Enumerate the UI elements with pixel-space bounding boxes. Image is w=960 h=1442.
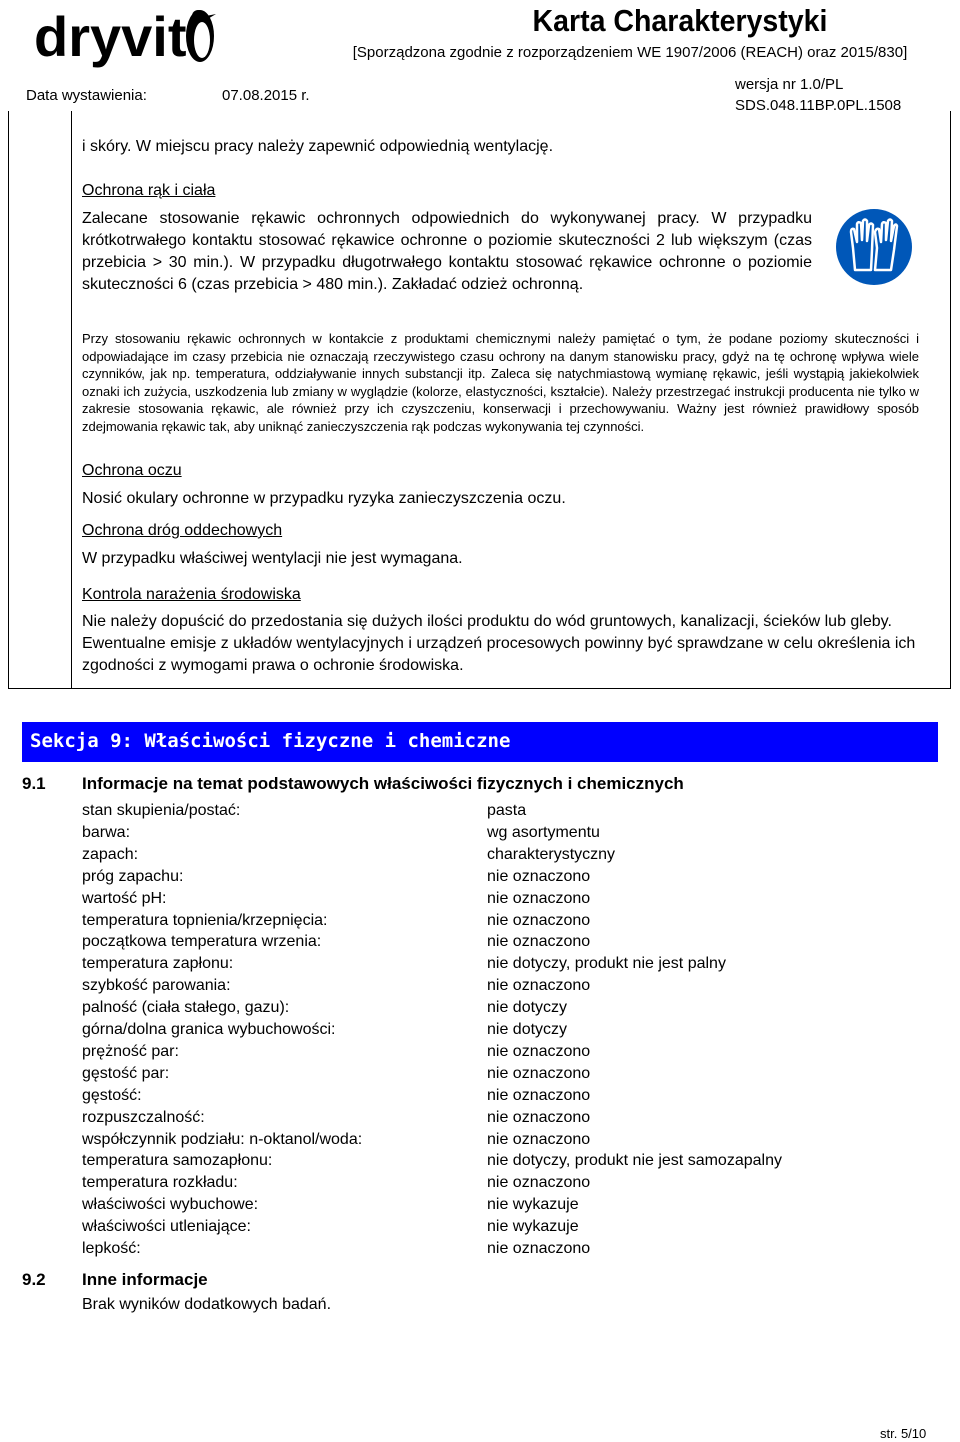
subsection-9-1-number: 9.1 bbox=[22, 774, 46, 793]
property-value: nie oznaczono bbox=[487, 911, 591, 929]
property-label: właściwości wybuchowe: bbox=[82, 1196, 259, 1214]
dryvit-logo bbox=[34, 4, 224, 74]
property-label: prężność par: bbox=[82, 1042, 179, 1060]
environment-heading: Kontrola narażenia środowiska bbox=[82, 586, 301, 603]
property-label: temperatura topnienia/krzepnięcia: bbox=[82, 911, 328, 929]
document-code: SDS.048.11BP.0PL.1508 bbox=[735, 97, 902, 114]
property-label: lepkość: bbox=[82, 1240, 141, 1257]
property-label: temperatura rozkładu: bbox=[82, 1174, 238, 1192]
protective-gloves-icon bbox=[835, 204, 913, 290]
document-subtitle: [Sporządzona zgodnie z rozporządzeniem WE 1907/2006 (REACH) oraz 2015/830] bbox=[352, 44, 908, 61]
frame-inner-line bbox=[71, 111, 72, 689]
version-block bbox=[735, 74, 901, 116]
respiratory-heading: Ochrona dróg oddechowych bbox=[82, 522, 283, 539]
issue-date-label: Data wystawienia: bbox=[26, 87, 147, 104]
property-label: gęstość: bbox=[82, 1086, 142, 1104]
property-label: właściwości utleniające: bbox=[82, 1218, 251, 1236]
issue-date: 07.08.2015 r. bbox=[222, 87, 310, 104]
property-label: wartość pH: bbox=[82, 889, 167, 907]
penguin-mark bbox=[186, 10, 216, 62]
property-label: temperatura samozapłonu: bbox=[82, 1152, 273, 1170]
subsection-9-2-number: 9.2 bbox=[22, 1270, 46, 1289]
property-value: nie oznaczono bbox=[487, 1064, 591, 1082]
property-value: nie oznaczono bbox=[487, 1174, 591, 1192]
gloves-note: Przy stosowaniu rękawic ochronnych w kontakcie z produktami chemicznymi należy pamiętać o tym, że podane poziomy skuteczności i odpowiadające im czasy przebicia nie oznaczają rzeczywistego czasu ochrony na danym stanowisku pracy, gdyż na tę ochronę wpływa wiele czynników, jak np. temperatura, oddziaływanie innych substancji itp. Zaleca się natychmiastową wymianę rękawic, jeśli wystąpią jakiekolwiek oznaki ich zużycia, uszkodzenia lub zmiany w wyglądzie (kolorze, elastyczności, kształcie). Należy przestrzegać instrukcji producenta nie tylko w zakresie stosowania rękawic, ale również przy ich czyszczeniu, konserwacji i przechowywaniu. Ważny jest również prawidłowy sposób zdejmowania rękawic tak, aby uniknąć zanieczyszczenia rąk podczas wykonywania tej czynności. bbox=[82, 331, 919, 434]
property-label: temperatura zapłonu: bbox=[82, 955, 234, 973]
property-value: nie wykazuje bbox=[487, 1196, 579, 1214]
property-label: zapach: bbox=[82, 845, 139, 863]
property-label: współczynnik podziału: n-oktanol/woda: bbox=[82, 1130, 363, 1148]
property-label: początkowa temperatura wrzenia: bbox=[82, 933, 322, 951]
property-label: górna/dolna granica wybuchowości: bbox=[82, 1021, 336, 1038]
property-value: nie oznaczono bbox=[487, 889, 591, 907]
property-label: gęstość par: bbox=[82, 1064, 170, 1082]
property-value: nie oznaczono bbox=[487, 867, 591, 885]
property-value: nie oznaczono bbox=[487, 1086, 591, 1104]
continued-text: i skóry. W miejscu pracy należy zapewnić odpowiednią wentylację. bbox=[82, 138, 554, 155]
subsection-9-2-title: Inne informacje bbox=[82, 1270, 208, 1289]
document-title: Karta Charakterystyki bbox=[532, 3, 828, 38]
property-value: pasta bbox=[487, 802, 527, 819]
property-value: nie oznaczono bbox=[487, 977, 591, 995]
version-number: wersja nr 1.0/PL bbox=[735, 76, 844, 93]
property-label: próg zapachu: bbox=[82, 867, 184, 885]
property-value: nie oznaczono bbox=[487, 1130, 591, 1148]
logo-wordmark: dryvit bbox=[34, 5, 187, 68]
property-label: barwa: bbox=[82, 823, 131, 841]
property-value: wg asortymentu bbox=[487, 823, 600, 841]
property-value: nie oznaczono bbox=[487, 1240, 591, 1257]
property-value: nie dotyczy, produkt nie jest samozapalny bbox=[487, 1152, 782, 1170]
property-value: nie oznaczono bbox=[487, 1042, 591, 1060]
page-number: str. 5/10 bbox=[880, 1426, 927, 1441]
property-label: palność (ciała stałego, gazu): bbox=[82, 999, 290, 1017]
property-value: nie oznaczono bbox=[487, 1108, 591, 1126]
property-value: nie dotyczy bbox=[487, 999, 568, 1017]
property-value: nie wykazuje bbox=[487, 1218, 579, 1236]
respiratory-text: W przypadku właściwej wentylacji nie jest wymagana. bbox=[82, 550, 463, 567]
hands-heading: Ochrona rąk i ciała bbox=[82, 182, 216, 199]
eyes-text: Nosić okulary ochronne w przypadku ryzyka zanieczyszczenia oczu. bbox=[82, 490, 566, 507]
eyes-heading: Ochrona oczu bbox=[82, 462, 182, 479]
property-label: stan skupienia/postać: bbox=[82, 802, 241, 819]
property-value: nie dotyczy, produkt nie jest palny bbox=[487, 955, 726, 973]
property-value: nie oznaczono bbox=[487, 933, 591, 951]
property-label: szybkość parowania: bbox=[82, 977, 231, 995]
section-9-title: Sekcja 9: Właściwości fizyczne i chemiczne bbox=[30, 730, 511, 752]
property-value: charakterystyczny bbox=[487, 845, 616, 863]
subsection-9-2-text: Brak wyników dodatkowych badań. bbox=[82, 1296, 332, 1313]
hands-text: Zalecane stosowanie rękawic ochronnych odpowiednich do wykonywanej pracy. W przypadku krótkotrwałego kontaktu stosować rękawice ochronne o poziomie skuteczności 2 lub większym (czas przebicia > 30 min.). W przypadku długotrwałego kontaktu stosować rękawice ochronne o poziomie skuteczności 6 (czas przebicia > 480 min.). Zakładać odzież ochronną. bbox=[82, 210, 812, 293]
environment-text: Nie należy dopuścić do przedostania się dużych ilości produktu do wód gruntowych, kanalizacji, ścieków lub gleby. Ewentualne emisje z układów wentylacyjnych i urządzeń procesowych powinny być sprawdzane w celu określenia ich zgodności z wymogami prawa o ochronie środowiska. bbox=[82, 613, 916, 674]
property-value: nie dotyczy bbox=[487, 1021, 568, 1038]
property-label: rozpuszczalność: bbox=[82, 1108, 205, 1126]
subsection-9-1-title: Informacje na temat podstawowych właściwości fizycznych i chemicznych bbox=[82, 774, 684, 793]
